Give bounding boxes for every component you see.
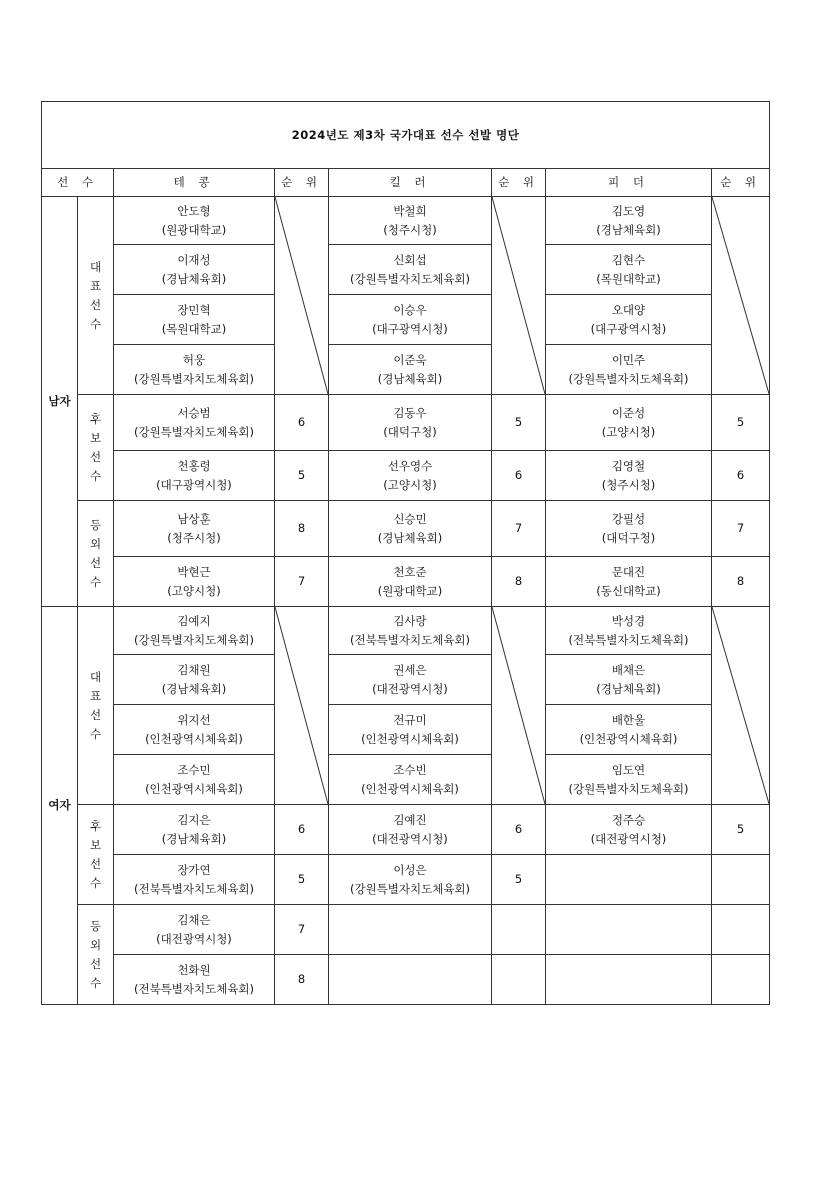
player-cell (546, 905, 712, 955)
player-cell (114, 905, 275, 955)
player-cell (546, 607, 712, 655)
rank-cell: 7 (275, 557, 329, 607)
player-cell (329, 395, 492, 451)
player-cell (546, 655, 712, 705)
header-position-killer: 킬 러 (329, 169, 492, 197)
player-name: 임도연 (611, 762, 646, 777)
roster-row (42, 451, 770, 501)
player-team: (고양시청) (383, 477, 437, 492)
category-extra (78, 905, 114, 1005)
player-name: 배한울 (611, 712, 646, 727)
player-name: 오대양 (611, 302, 646, 317)
player-team: (고양시청) (601, 424, 656, 439)
player-team: (대전광역시청) (156, 931, 232, 946)
player-team: (대구광역시청) (372, 321, 448, 336)
player-cell (546, 755, 712, 805)
player-cell (329, 705, 492, 755)
player-team: (원광대학교) (377, 583, 443, 598)
player-team: (인천광역시체육회) (361, 731, 459, 746)
player-team: (원광대학교) (161, 222, 227, 237)
rank-cell: 5 (712, 395, 770, 451)
header-rank: 순 위 (492, 169, 546, 197)
header-rank: 순 위 (712, 169, 770, 197)
category-char: 보 (89, 430, 102, 445)
roster-row (42, 395, 770, 451)
player-team: (대전광역시청) (372, 831, 448, 846)
header-rank: 순 위 (275, 169, 329, 197)
title-row (42, 102, 770, 169)
rank-not-applicable (712, 197, 770, 395)
player-cell (546, 557, 712, 607)
player-team: (대구광역시청) (590, 321, 667, 336)
player-name: 천호준 (393, 564, 427, 579)
roster-row (42, 705, 770, 755)
player-name: 안도형 (177, 203, 211, 218)
player-team: (전북특별자치도체육회) (133, 881, 255, 896)
player-cell (546, 245, 712, 295)
player-name: 김예지 (177, 613, 211, 628)
player-team: (인천광역시체육회) (145, 781, 243, 796)
roster-row (42, 345, 770, 395)
player-team: (인천광역시체육회) (145, 731, 243, 746)
rank-cell: 6 (492, 805, 546, 855)
player-team: (인천광역시체육회) (579, 731, 678, 746)
player-name: 김예진 (393, 812, 427, 827)
player-team: (강원특별자치도체육회) (568, 781, 689, 796)
category-char: 등 (89, 918, 102, 933)
category-rep (78, 197, 114, 395)
roster-sheet (41, 101, 769, 1020)
player-cell (114, 607, 275, 655)
player-name: 조수민 (177, 762, 211, 777)
category-char: 선 (89, 297, 102, 312)
player-name: 장가연 (177, 862, 211, 877)
player-cell (329, 197, 492, 245)
player-cell (114, 805, 275, 855)
player-name: 허웅 (182, 352, 206, 367)
player-team: (경남체육회) (596, 681, 661, 696)
player-cell (546, 345, 712, 395)
player-cell (329, 345, 492, 395)
roster-table (41, 101, 770, 1005)
player-name: 이민주 (611, 352, 646, 367)
rank-cell: 6 (492, 451, 546, 501)
player-cell (114, 245, 275, 295)
player-cell (546, 197, 712, 245)
player-team: (대구광역시청) (156, 477, 232, 492)
player-name: 천화원 (177, 962, 211, 977)
roster-row (42, 655, 770, 705)
player-name: 천홍령 (177, 458, 211, 473)
player-name: 이준욱 (393, 352, 427, 367)
rank-cell: 5 (712, 805, 770, 855)
player-team: (청주시청) (601, 477, 656, 492)
rank-cell: 6 (712, 451, 770, 501)
player-cell (546, 451, 712, 501)
player-team: (경남체육회) (377, 530, 443, 545)
roster-row (42, 905, 770, 955)
diagonal-slash (712, 607, 769, 804)
player-team: (경남체육회) (596, 222, 661, 237)
roster-row (42, 755, 770, 805)
roster-row (42, 607, 770, 655)
player-cell (329, 501, 492, 557)
player-cell (114, 501, 275, 557)
player-cell (546, 705, 712, 755)
category-char: 표 (89, 278, 102, 293)
player-team: (경남체육회) (377, 371, 443, 386)
player-team: (목원대학교) (596, 271, 661, 286)
player-name: 서승범 (177, 405, 211, 420)
player-name: 전규미 (393, 712, 427, 727)
category-extra (78, 501, 114, 607)
player-name: 김사랑 (393, 613, 427, 628)
player-team: (경남체육회) (161, 271, 227, 286)
rank-cell: 5 (275, 451, 329, 501)
player-team: (강원특별자치도체육회) (568, 371, 689, 386)
diagonal-slash (492, 197, 545, 394)
player-cell (114, 395, 275, 451)
diagonal-slash (275, 607, 328, 804)
player-cell (329, 245, 492, 295)
category-char: 수 (89, 574, 102, 589)
player-cell (114, 705, 275, 755)
player-cell (114, 197, 275, 245)
category-char: 선 (89, 555, 102, 570)
category-char: 후 (89, 411, 102, 426)
rank-not-applicable (712, 607, 770, 805)
player-name: 김동우 (393, 405, 427, 420)
roster-row (42, 197, 770, 245)
player-name: 김도영 (611, 203, 646, 218)
rank-cell: 8 (492, 557, 546, 607)
player-cell (114, 345, 275, 395)
player-cell (546, 855, 712, 905)
player-name: 선우영수 (387, 458, 433, 473)
player-team: (고양시청) (167, 583, 221, 598)
player-name: 강필성 (611, 511, 646, 526)
player-team: (동신대학교) (596, 583, 661, 598)
player-team: (대덕구청) (383, 424, 437, 439)
player-name: 박철희 (393, 203, 427, 218)
player-team: (목원대학교) (161, 321, 227, 336)
category-char: 수 (89, 468, 102, 483)
player-cell (329, 295, 492, 345)
player-name: 김현수 (611, 252, 646, 267)
player-name: 박현근 (177, 564, 211, 579)
player-cell (329, 655, 492, 705)
player-name: 김영철 (611, 458, 646, 473)
category-char: 등 (89, 517, 102, 532)
gender-label: 여자 (42, 607, 78, 1005)
rank-cell (712, 955, 770, 1005)
player-team: (경남체육회) (161, 831, 227, 846)
player-name: 문대진 (611, 564, 646, 579)
player-cell (114, 557, 275, 607)
player-name: 이성은 (393, 862, 427, 877)
player-name: 김채원 (177, 662, 211, 677)
player-cell (546, 805, 712, 855)
rank-not-applicable (275, 197, 329, 395)
category-char: 후 (89, 818, 102, 833)
player-cell (546, 955, 712, 1005)
header-position-feeder: 피 더 (546, 169, 712, 197)
player-team: (강원특별자치도체육회) (133, 371, 255, 386)
rank-cell (712, 855, 770, 905)
roster-row (42, 295, 770, 345)
player-team: (강원특별자치도체육회) (349, 881, 471, 896)
document-title: 2024년도 제3차 국가대표 선수 선발 명단 (42, 102, 770, 169)
category-char: 수 (89, 975, 102, 990)
gender-label: 남자 (42, 197, 78, 607)
rank-cell (712, 905, 770, 955)
category-char: 대 (89, 259, 102, 274)
category-char: 수 (89, 726, 102, 741)
player-name: 박성경 (611, 613, 646, 628)
player-name: 이재성 (177, 252, 211, 267)
rank-cell (492, 955, 546, 1005)
category-char: 외 (89, 937, 102, 952)
roster-row (42, 557, 770, 607)
player-team: (대전광역시청) (372, 681, 448, 696)
rank-cell: 6 (275, 395, 329, 451)
rank-not-applicable (492, 197, 546, 395)
rank-cell: 8 (275, 501, 329, 557)
diagonal-slash (275, 197, 328, 394)
player-team: (전북특별자치도체육회) (133, 981, 255, 996)
player-name: 신승민 (393, 511, 427, 526)
rank-cell: 5 (275, 855, 329, 905)
player-cell (329, 607, 492, 655)
rank-cell (492, 905, 546, 955)
roster-row (42, 855, 770, 905)
rank-not-applicable (275, 607, 329, 805)
player-team: (강원특별자치도체육회) (133, 632, 255, 647)
rank-cell: 6 (275, 805, 329, 855)
player-name: 신회섭 (393, 252, 427, 267)
category-char: 수 (89, 316, 102, 331)
diagonal-slash (492, 607, 545, 804)
player-cell (546, 501, 712, 557)
player-cell (329, 557, 492, 607)
rank-not-applicable (492, 607, 546, 805)
player-cell (114, 451, 275, 501)
player-name: 이준성 (611, 405, 646, 420)
category-char: 대 (89, 669, 102, 684)
category-char: 표 (89, 688, 102, 703)
player-cell (114, 295, 275, 345)
roster-row (42, 501, 770, 557)
player-team: (대전광역시청) (590, 831, 667, 846)
player-cell (329, 855, 492, 905)
category-cand (78, 395, 114, 501)
player-cell (329, 755, 492, 805)
player-team: (경남체육회) (161, 681, 227, 696)
player-cell (329, 905, 492, 955)
category-char: 선 (89, 707, 102, 722)
player-cell (114, 655, 275, 705)
roster-row (42, 805, 770, 855)
player-cell (329, 805, 492, 855)
player-name: 조수빈 (393, 762, 427, 777)
rank-cell: 7 (492, 501, 546, 557)
player-cell (546, 395, 712, 451)
rank-cell: 7 (275, 905, 329, 955)
player-team: (강원특별자치도체육회) (349, 271, 471, 286)
roster-row (42, 245, 770, 295)
diagonal-slash (712, 197, 769, 394)
category-char: 선 (89, 449, 102, 464)
player-cell (114, 955, 275, 1005)
player-team: (대덕구청) (601, 530, 656, 545)
player-team: (청주시청) (167, 530, 221, 545)
player-cell (114, 755, 275, 805)
player-team: (인천광역시체육회) (361, 781, 459, 796)
category-char: 보 (89, 837, 102, 852)
player-team: (전북특별자치도체육회) (349, 632, 471, 647)
player-name: 권세은 (393, 662, 427, 677)
player-name: 장민혁 (177, 302, 211, 317)
player-cell (114, 855, 275, 905)
player-name: 김지은 (177, 812, 211, 827)
player-team: (청주시청) (383, 222, 437, 237)
player-name: 김채은 (177, 912, 211, 927)
category-cand (78, 805, 114, 905)
category-char: 외 (89, 536, 102, 551)
player-team: (전북특별자치도체육회) (568, 632, 689, 647)
rank-cell: 5 (492, 395, 546, 451)
header-row (42, 169, 770, 197)
player-name: 정주승 (611, 812, 646, 827)
category-char: 선 (89, 856, 102, 871)
player-cell (546, 295, 712, 345)
player-name: 이승우 (393, 302, 427, 317)
rank-cell: 7 (712, 501, 770, 557)
header-player: 선 수 (42, 169, 114, 197)
player-cell (329, 451, 492, 501)
category-char: 선 (89, 956, 102, 971)
player-name: 위지선 (177, 712, 211, 727)
player-team: (강원특별자치도체육회) (133, 424, 255, 439)
rank-cell: 5 (492, 855, 546, 905)
category-char: 수 (89, 875, 102, 890)
rank-cell: 8 (275, 955, 329, 1005)
player-name: 배채은 (611, 662, 646, 677)
rank-cell: 8 (712, 557, 770, 607)
player-cell (329, 955, 492, 1005)
header-position-tecom: 테 콩 (114, 169, 275, 197)
player-name: 남상훈 (177, 511, 211, 526)
category-rep (78, 607, 114, 805)
roster-row (42, 955, 770, 1005)
